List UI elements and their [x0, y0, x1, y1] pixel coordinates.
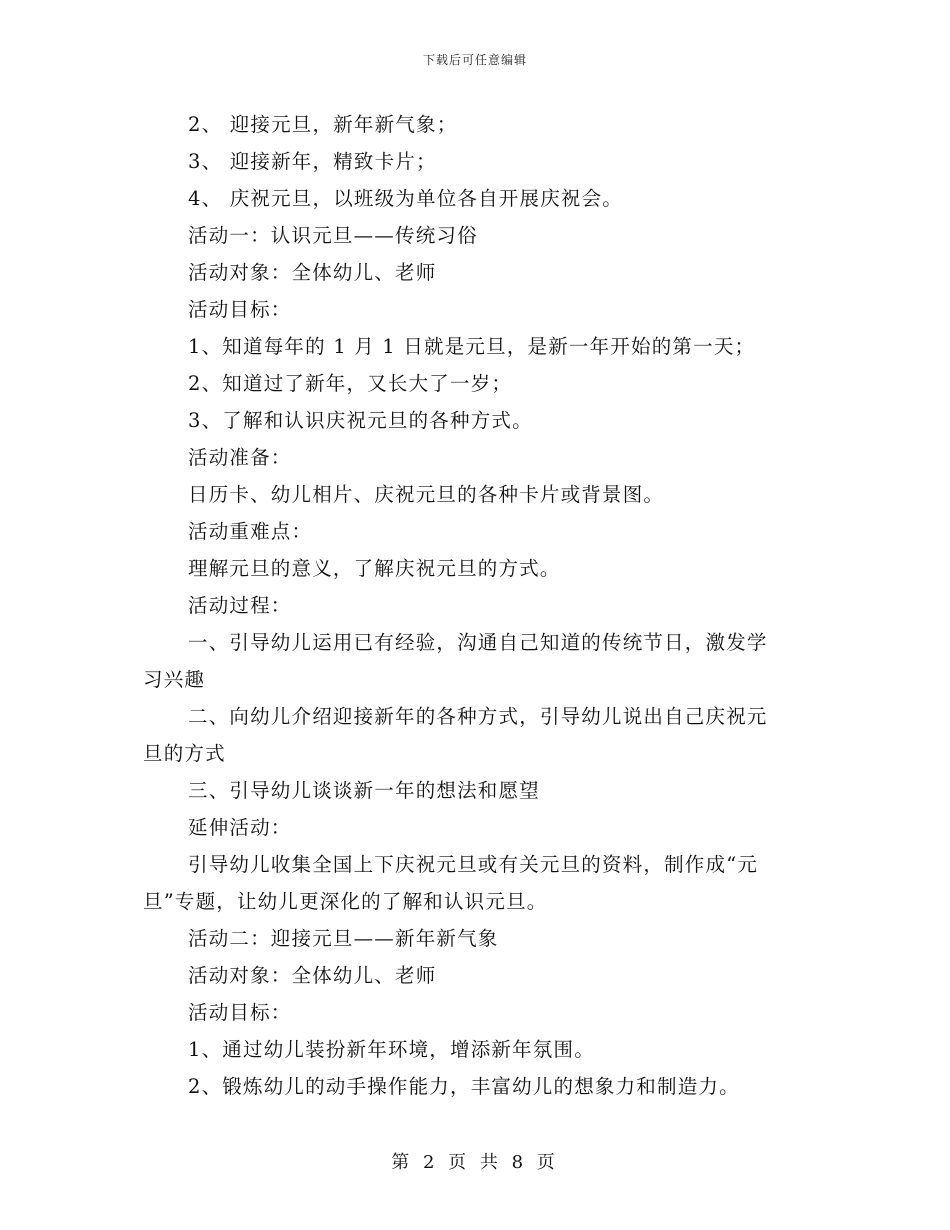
document-body [143, 106, 803, 1105]
section-heading: 活动一：认识元旦——传统习俗 [188, 224, 478, 247]
page-footer: 第 2 页 共 8 页 [391, 1152, 559, 1173]
body-line: 2、 迎接元旦，新年新气象； [188, 113, 458, 136]
body-line: 4、 庆祝元旦，以班级为单位各自开展庆祝会。 [188, 187, 624, 210]
body-line: 活动目标： [188, 298, 292, 321]
section-heading: 活动二：迎接元旦——新年新气象 [188, 927, 499, 950]
body-line: 引导幼儿收集全国上下庆祝元旦或有关元旦的资料，制作成“元 [188, 853, 759, 876]
body-line: 1、通过幼儿装扮新年环境，增添新年氛围。 [188, 1038, 595, 1061]
body-line: 活动对象：全体幼儿、老师 [188, 261, 437, 284]
body-line-continuation: 旦”专题，让幼儿更深化的了解和认识元旦。 [143, 890, 548, 913]
body-line: 延伸活动： [188, 816, 292, 839]
body-line: 活动目标： [188, 1001, 292, 1024]
body-line: 二、向幼儿介绍迎接新年的各种方式，引导幼儿说出自己庆祝元 [188, 705, 768, 728]
body-line: 理解元旦的意义，了解庆祝元旦的方式。 [188, 557, 561, 580]
body-line: 活动过程： [188, 594, 292, 617]
body-line: 3、 迎接新年，精致卡片； [188, 150, 437, 173]
body-line: 活动对象：全体幼儿、老师 [188, 964, 437, 987]
body-line: 1、知道每年的 1 月 1 日就是元旦，是新一年开始的第一天； [188, 335, 756, 358]
body-line: 三、引导幼儿谈谈新一年的想法和愿望 [188, 779, 540, 802]
body-line: 2、锻炼幼儿的动手操作能力，丰富幼儿的想象力和制造力。 [188, 1075, 740, 1098]
body-line: 2、知道过了新年，又长大了一岁； [188, 372, 513, 395]
body-line-continuation: 旦的方式 [143, 742, 226, 765]
body-line-continuation: 习兴趣 [143, 668, 206, 691]
body-line: 活动重难点： [188, 520, 313, 543]
body-line: 日历卡、幼儿相片、庆祝元旦的各种卡片或背景图。 [188, 483, 665, 506]
page-header: 下载后可任意编辑 [422, 53, 527, 67]
body-line: 一、引导幼儿运用已有经验，沟通自己知道的传统节日，激发学 [188, 631, 768, 654]
body-line: 3、了解和认识庆祝元旦的各种方式。 [188, 409, 533, 432]
body-line: 活动准备： [188, 446, 292, 469]
